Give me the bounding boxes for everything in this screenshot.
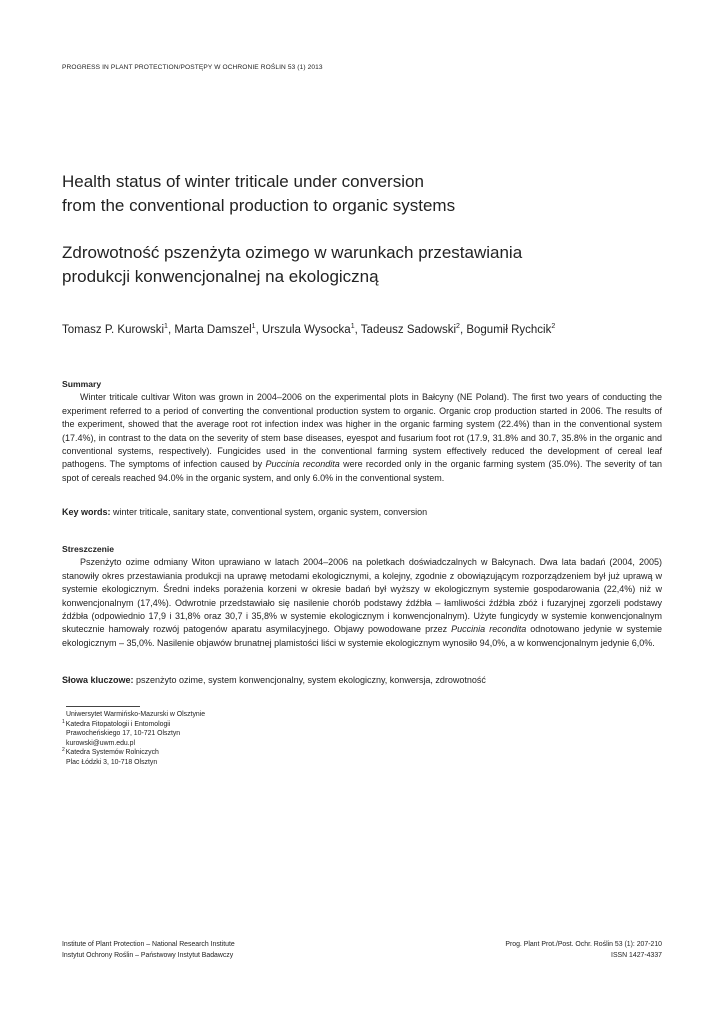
affiliation-mark: 1 xyxy=(251,323,256,330)
running-head: PROGRESS IN PLANT PROTECTION/POSTĘPY W OCHRONIE ROŚLIN 53 (1) 2013 xyxy=(62,64,323,71)
footnote-affiliation-1 xyxy=(62,720,205,730)
summary-text: Winter triticale cultivar Witon was grown in 2004–2006 on the experimental plots in Bałcyny (NE Poland). The first two years of conducting the experiment referred to a period of converting the conventional production system to organic. Organic crop production started in 2006. The results of the experiment, showed that the average root rot infection index was higher in the organic farming system (22.4%) than in the conventional system (17.4%), in contrast to the data on the severity of stem base diseases, eyespot and fusarium foot rot (17.9, 31.8% and 30.7, 35.8% in the organic and conventional systems, respectively). Fungicides used in the conventional farming system effectively reduced the development of cereal leaf pathogens. The symptoms of infection caused by xyxy=(62,392,662,470)
author-separator: , xyxy=(255,324,262,336)
footer-institute-pl: Instytut Ochrony Roślin – Państwowy Instytut Badawczy xyxy=(62,952,234,959)
affiliation-name: Katedra Systemów Rolniczych xyxy=(65,749,159,756)
keywords-text: winter triticale, sanitary state, conventional system, organic system, conversion xyxy=(110,507,428,517)
streszczenie-paragraph xyxy=(62,556,662,650)
author-separator: , xyxy=(354,324,361,336)
summary-paragraph xyxy=(62,391,662,485)
author-name: Tadeusz Sadowski xyxy=(360,324,457,336)
author-name: Marta Damszel xyxy=(174,324,252,336)
streszczenie-text: Pszenżyto ozime odmiany Witon uprawiano w latach 2004–2006 na poletkach doświadczalnych w Bałcynach. Dwa lata badań (2004, 2005) stanowiły okres przestawiania produkcji na uprawę metodami ekologicznymi, a kolejny, zgodnie z obowiązującym rozporządzeniem był już uprawą w systemie ekologicznym. Średni indeks porażenia korzeni w okresie badań był wyższy w ekologicznym systemie gospodarowania (22,4%) niż w konwencjonalnym (17,4%). Odwrotnie przedstawiało się nasilenie chorób podstawy źdźbła – łamliwości źdźbła zbóż i fuzaryjnej zgorzeli podstawy źdźbła (odpowiednio 17,9 i 31,8% oraz 30,7 i 35,8% w systemie ekologicznym i konwencjonalnym). Użyte fungicydy w systemie konwencjonalnym skutecznie hamowały rozwój patogenów aparatu asymilacyjnego. Objawy powodowane przez xyxy=(62,557,662,635)
footnote-divider xyxy=(66,706,140,707)
footer-right xyxy=(505,939,662,961)
author-separator: , xyxy=(167,324,175,336)
species-name: Puccinia recondita xyxy=(265,459,340,470)
affiliation-name: Katedra Fitopatologii i Entomologii xyxy=(65,720,171,728)
footer-left xyxy=(62,939,235,961)
keywords-polish xyxy=(62,674,662,687)
author-name: Tomasz P. Kurowski xyxy=(62,324,165,336)
keywords-label: Key words: xyxy=(62,507,111,517)
affiliation-mark: 1 xyxy=(62,718,65,725)
author-list xyxy=(62,324,662,336)
species-name: Puccinia recondita xyxy=(451,624,527,635)
affiliation-mark: 1 xyxy=(350,323,355,330)
streszczenie-section xyxy=(62,543,662,650)
footnote-affiliation-2 xyxy=(62,748,205,758)
streszczenie-heading: Streszczenie xyxy=(62,544,115,554)
affiliation-mark: 2 xyxy=(62,747,65,753)
keywords-text: pszenżyto ozime, system konwencjonalny, system ekologiczny, konwersja, zdrowotność xyxy=(133,675,486,685)
summary-section xyxy=(62,378,662,485)
affiliation-mark: 2 xyxy=(456,323,460,330)
title-english xyxy=(62,170,662,218)
title-english-line: Health status of winter triticale under conversion xyxy=(62,172,424,191)
affiliation-mark: 1 xyxy=(164,323,168,330)
footer-institute-en: Institute of Plant Protection – National Research Institute xyxy=(62,941,235,948)
author-name: Bogumił Rychcik xyxy=(466,324,552,336)
footer-issn: ISSN 1427-4337 xyxy=(611,952,662,959)
title-polish-line: Zdrowotność pszenżyta ozimego w warunkach przestawiania xyxy=(62,243,523,262)
title-polish xyxy=(62,241,662,289)
summary-heading: Summary xyxy=(62,379,102,389)
affiliation-mark: 2 xyxy=(551,323,556,330)
affiliation-email: kurowski@uwm.edu.pl xyxy=(66,739,136,747)
streszczenie-text: odnotowano jedynie w systemie ekologicznym – 35,0%. Nasilenie objawów brunatnej plamistości liści w systemie ekologicznym wynosiło 94,0%, a w konwencjonalnym jedynie 6,0%. xyxy=(62,624,662,648)
footer-citation: Prog. Plant Prot./Post. Ochr. Roślin 53 (1): 207-210 xyxy=(505,941,662,948)
summary-text: were recorded only in the organic farming system (35.0%). The severity of tan spot of cereals reached 94.0% in the organic system, and only 6.0% in the conventional system. xyxy=(62,459,662,483)
footnote-university: Uniwersytet Warmińsko-Mazurski w Olsztynie xyxy=(66,711,206,718)
title-english-line: from the conventional production to organic systems xyxy=(62,196,456,215)
affiliation-address: Plac Łódzki 3, 10-718 Olsztyn xyxy=(66,758,158,766)
title-polish-line: produkcji konwencjonalnej na ekologiczną xyxy=(62,267,379,286)
affiliation-address: Prawocheńskiego 17, 10-721 Olsztyn xyxy=(66,730,181,737)
author-name: Urszula Wysocka xyxy=(261,324,351,336)
keywords-label: Słowa kluczowe: xyxy=(62,675,134,685)
footnotes xyxy=(62,710,205,767)
keywords-english xyxy=(62,506,662,519)
author-separator: , xyxy=(459,324,467,336)
